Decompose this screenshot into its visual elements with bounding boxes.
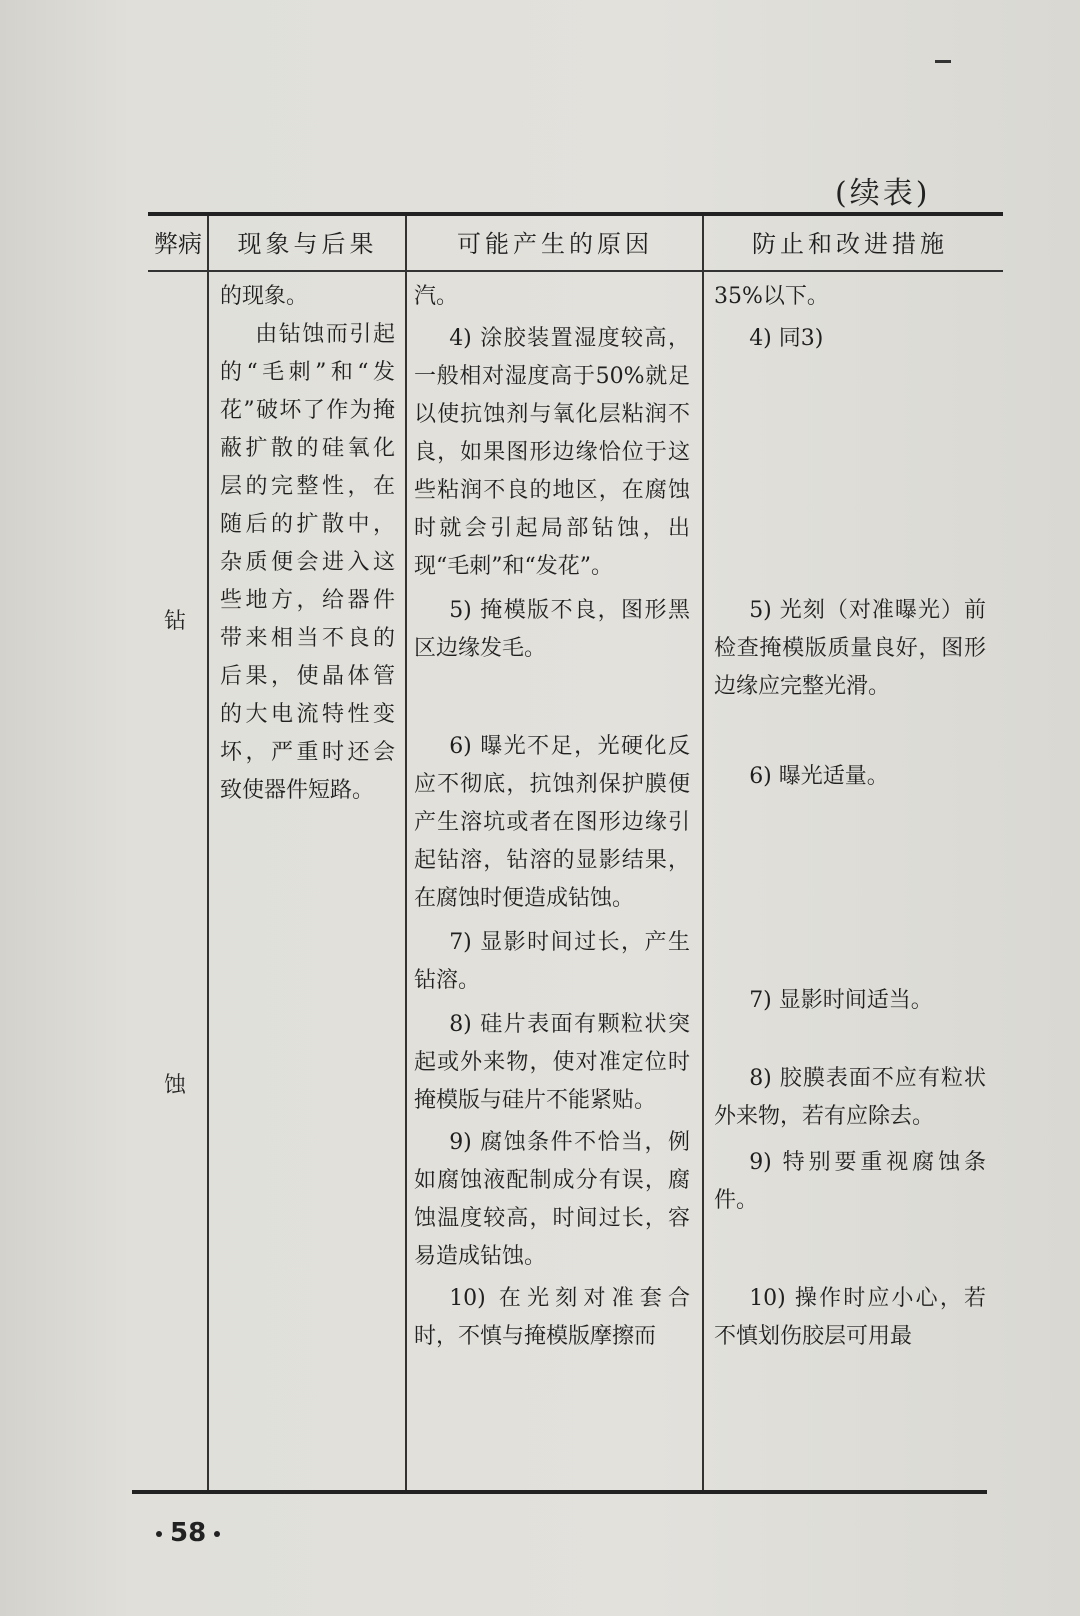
page-number-text: 58 bbox=[170, 1518, 207, 1548]
table-header-rule bbox=[148, 270, 1003, 272]
measure-6: 6) 曝光适量。 bbox=[749, 764, 889, 789]
measure-7: 7) 显影时间适当。 bbox=[749, 988, 933, 1013]
measure-4: 4) 同3) bbox=[749, 326, 824, 351]
cause-7: 7) 显影时间过长，产生钻溶。 bbox=[414, 930, 690, 993]
phenomenon-column bbox=[220, 278, 395, 810]
header-phenomenon: 现象与后果 bbox=[237, 230, 378, 258]
table-bottom-rule bbox=[132, 1490, 987, 1494]
cause-8: 8) 硅片表面有颗粒状突起或外来物，使对准定位时掩模版与硅片不能紧贴。 bbox=[414, 1012, 690, 1113]
measure-5: 5) 光刻（对准曝光）前检查掩模版质量良好，图形边缘应完整光滑。 bbox=[714, 598, 986, 699]
cause-5: 5) 掩模版不良，图形黑区边缘发毛。 bbox=[414, 598, 690, 661]
phenomenon-line-1: 的现象。 bbox=[220, 284, 309, 309]
bullet-right-icon bbox=[214, 1531, 220, 1537]
phenomenon-paragraph: 由钻蚀而引起的“毛刺”和“发花”破坏了作为掩蔽扩散的硅氧化层的完整性，在随后的扩散中，杂质便会进入这些地方，给器件带来相当不良的后果，使晶体管的大电流特性变坏，严重时还会致使器件短路。 bbox=[220, 322, 395, 803]
causes-column bbox=[414, 278, 690, 1356]
measure-9: 9) 特别要重视腐蚀条件。 bbox=[714, 1150, 986, 1213]
corner-dash bbox=[935, 60, 951, 63]
measures-column bbox=[714, 278, 986, 1356]
column-divider-3 bbox=[702, 216, 704, 1490]
measure-line: 35%以下。 bbox=[714, 284, 829, 309]
column-divider-2 bbox=[405, 216, 407, 1490]
header-defect: 弊病 bbox=[154, 230, 202, 258]
measure-10: 10) 操作时应小心，若不慎划伤胶层可用最 bbox=[714, 1286, 986, 1349]
bullet-left-icon bbox=[156, 1531, 162, 1537]
cause-10: 10) 在光刻对准套合时，不慎与掩模版摩擦而 bbox=[414, 1286, 690, 1349]
defect-char-1: 钻 bbox=[163, 609, 186, 634]
header-causes: 可能产生的原因 bbox=[457, 230, 653, 258]
table-top-rule bbox=[148, 212, 1003, 216]
header-measures: 防止和改进措施 bbox=[752, 230, 948, 258]
page-number bbox=[148, 1518, 228, 1548]
defect-char-2: 蚀 bbox=[163, 1073, 186, 1098]
cause-6: 6) 曝光不足，光硬化反应不彻底，抗蚀剂保护膜便产生溶坑或者在图形边缘引起钻溶，钻溶的显影结果，在腐蚀时便造成钻蚀。 bbox=[414, 734, 690, 911]
column-divider-1 bbox=[207, 216, 209, 1490]
continued-label: (续表) bbox=[835, 176, 931, 211]
cause-9: 9) 腐蚀条件不恰当，例如腐蚀液配制成分有误，腐蚀温度较高，时间过长，容易造成钻蚀。 bbox=[414, 1130, 690, 1269]
measure-8: 8) 胶膜表面不应有粒状外来物，若有应除去。 bbox=[714, 1066, 986, 1129]
cause-line: 汽。 bbox=[414, 284, 459, 309]
cause-4: 4) 涂胶装置湿度较高，一般相对湿度高于50%就足以使抗蚀剂与氧化层粘润不良，如果图形边缘恰位于这些粘润不良的地区，在腐蚀时就会引起局部钻蚀，出现“毛刺”和“发花”。 bbox=[414, 326, 690, 579]
